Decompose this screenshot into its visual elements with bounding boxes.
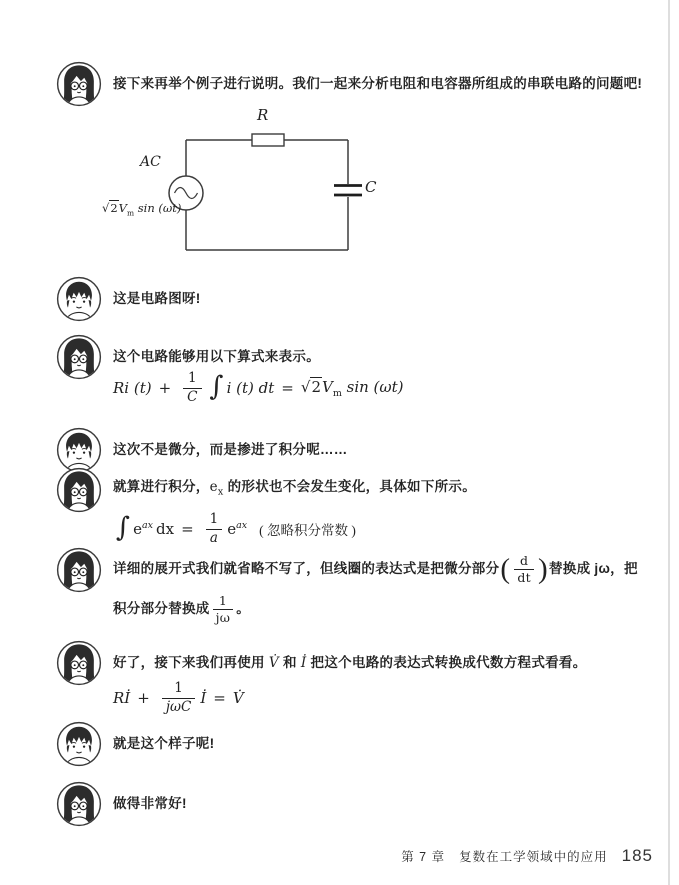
voltage-subscript: m bbox=[126, 208, 135, 218]
student-boy-avatar-icon bbox=[56, 721, 102, 767]
dialogue-text-3: 这个电路能够用以下算式来表示。 bbox=[113, 349, 320, 364]
equals-sign: = bbox=[281, 379, 294, 397]
i-dot-symbol: İ bbox=[300, 655, 307, 671]
equals-sign: = bbox=[213, 689, 226, 707]
page-edge-line bbox=[668, 0, 670, 885]
equals-sign: = bbox=[181, 520, 194, 538]
euler-e-symbol: e bbox=[209, 479, 218, 496]
dialogue-text-1: 接下来再举个例子进行说明。我们一起来分析电阻和电容器所组成的串联电路的问题吧! bbox=[113, 76, 643, 91]
integral-sign: ∫ bbox=[209, 371, 224, 402]
teacher-glasses-avatar-icon bbox=[56, 334, 102, 380]
capacitor-symbol bbox=[334, 186, 362, 196]
page-footer bbox=[0, 846, 653, 866]
voltage-symbol: V bbox=[118, 201, 127, 215]
open-paren: ( bbox=[500, 552, 511, 585]
e-power-ax: $e^{ax}$ bbox=[227, 520, 248, 538]
teacher-glasses-avatar-icon bbox=[56, 61, 102, 107]
math-term: Ri (t) bbox=[113, 379, 152, 397]
resistor-symbol bbox=[252, 134, 284, 146]
dialogue-text-7: 好了，接下来我们再使用 V̇ 和 İ 把这个电路的表达式转换成代数方程式看看。 bbox=[113, 655, 587, 671]
teacher-glasses-avatar-icon bbox=[56, 547, 102, 593]
dialogue-text-8: 就是这个样子呢! bbox=[113, 736, 215, 751]
math-term: i (t) dt bbox=[226, 379, 275, 397]
dialogue-text-9: 做得非常好! bbox=[113, 796, 187, 811]
v-dot-symbol: V̇ bbox=[232, 689, 244, 707]
dialogue-text-5: 就算进行积分，$e_x$ 的形状也不会发生变化，具体如下所示。 bbox=[113, 479, 477, 498]
sine-term: sin (ωt) bbox=[134, 201, 182, 215]
sine-wave-icon bbox=[175, 188, 198, 199]
dialogue-row-1 bbox=[56, 61, 656, 107]
chapter-number: 第 7 章 bbox=[401, 850, 446, 864]
fraction-1-over-a: $\frac{1}{a}$ bbox=[206, 512, 223, 546]
student-boy-avatar-icon bbox=[56, 276, 102, 322]
dialogue-text-6: 详细的展开式我们就省略不写了，但线圈的表达式是把微分部分( $\frac{d}{dt}$ )替换成 jω，把积分部分替换成 $\frac{1}{j\omega}$ 。 bbox=[113, 552, 638, 625]
constant-of-integration-note: ( 忽略积分常数 ) bbox=[259, 523, 356, 538]
dialogue-text-4: 这次不是微分，而是掺进了积分呢…… bbox=[113, 442, 348, 457]
math-term: Rİ bbox=[113, 689, 131, 707]
page-number: 185 bbox=[621, 846, 653, 865]
integral-sign: ∫ bbox=[116, 512, 131, 543]
e-subscript: x bbox=[217, 486, 224, 498]
chapter-title: 复数在工学领域中的应用 bbox=[459, 850, 608, 864]
dialogue-row-6 bbox=[56, 547, 656, 629]
circuit-integral-equation bbox=[113, 366, 404, 410]
fraction-1-over-jwC: $\frac{1}{\text{jωC}}$ bbox=[162, 681, 196, 715]
e-power-ax: $e^{ax}$ dx bbox=[133, 520, 175, 538]
i-dot-symbol: İ bbox=[200, 689, 207, 707]
dialogue-row-2 bbox=[56, 276, 656, 322]
close-paren: ) bbox=[538, 552, 548, 585]
exponential-integral-identity bbox=[113, 507, 356, 551]
dialogue-text-2: 这是电路图呀! bbox=[113, 291, 201, 306]
v-dot-symbol: V̇ bbox=[268, 655, 279, 671]
fraction-1-over-jw: $\frac{1}{j\omega}$ bbox=[213, 594, 234, 625]
ac-source-label: AC bbox=[140, 154, 161, 170]
sqrt2-vm-sin-term: $√2V_m$ sin (ωt) bbox=[300, 377, 404, 399]
teacher-glasses-avatar-icon bbox=[56, 467, 102, 513]
plus-operator: + bbox=[158, 379, 172, 397]
sqrt-value: 2 bbox=[110, 201, 118, 215]
teacher-glasses-avatar-icon bbox=[56, 640, 102, 686]
resistor-label: R bbox=[257, 106, 269, 124]
source-voltage-label bbox=[102, 201, 181, 217]
fraction-1-over-C: $\frac{1}{C}$ bbox=[183, 371, 201, 405]
plus-operator: + bbox=[137, 689, 150, 707]
fraction-d-over-dt: $\frac{d}{dt}$ bbox=[514, 554, 534, 585]
capacitor-label: C bbox=[365, 178, 377, 196]
algebraic-circuit-equation bbox=[113, 676, 244, 720]
dialogue-row-9 bbox=[56, 781, 656, 827]
dialogue-row-8 bbox=[56, 721, 656, 767]
sqrt-sign: √ bbox=[102, 201, 110, 215]
teacher-glasses-avatar-icon bbox=[56, 781, 102, 827]
rc-series-circuit-diagram bbox=[88, 106, 418, 264]
